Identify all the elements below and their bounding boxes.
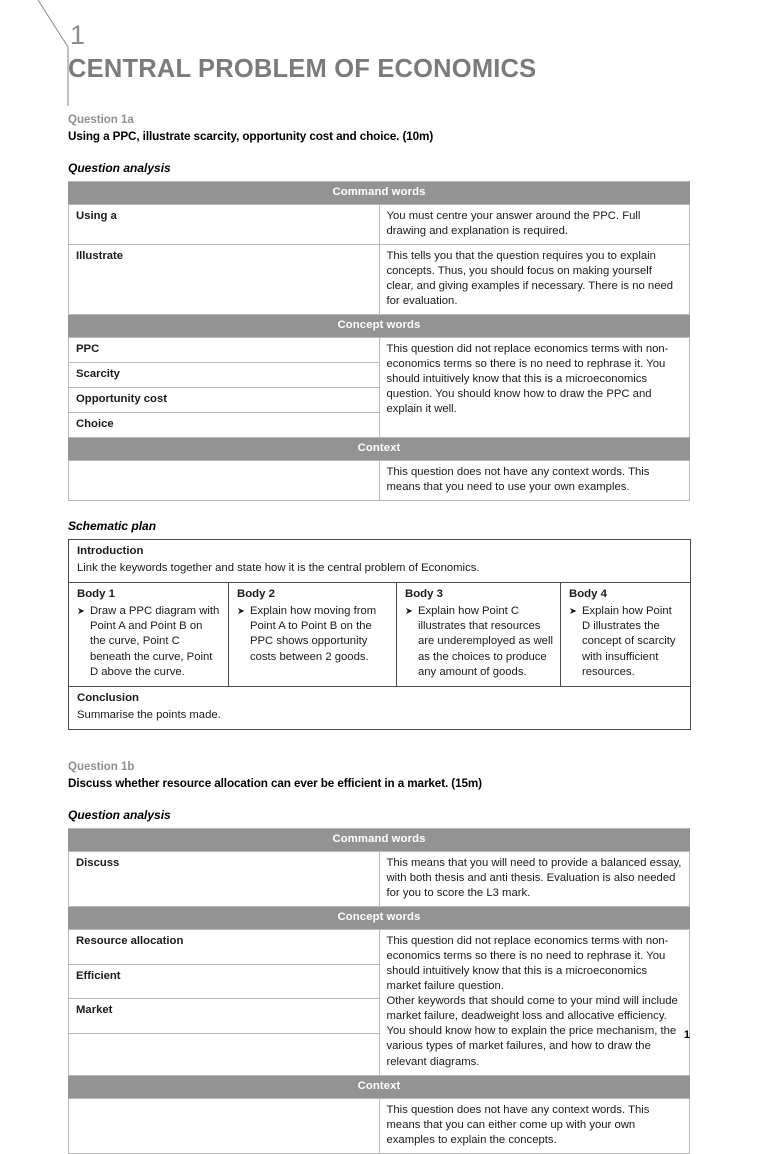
question-analysis-heading-1b: Question analysis (68, 808, 171, 823)
table-row (69, 205, 690, 245)
band-context: Context (69, 1075, 690, 1098)
band-concept-words: Concept words (69, 907, 690, 930)
table-row (69, 461, 690, 501)
plan-body-3-heading: Body 3 (405, 588, 443, 601)
description-cell: This question did not replace economics terms with non-economics terms so there is no need to rephrase it. You should intuitively know that this is a microeconomics question. You should know how to draw the PPC and explain it well. (379, 338, 690, 438)
plan-body-4-heading: Body 4 (569, 588, 607, 601)
band-context: Context (69, 438, 690, 461)
question-analysis-table-1a (68, 181, 690, 501)
keyword-cell (69, 461, 380, 501)
table-band-row (69, 182, 690, 205)
question-analysis-heading-1a: Question analysis (68, 161, 171, 176)
description-cell: You must centre your answer around the PPC. Full drawing and explanation is required. (379, 205, 690, 245)
page-title: CENTRAL PROBLEM OF ECONOMICS (68, 55, 537, 83)
description-cell: This question does not have any context words. This means that you can either come up with your own examples to explain the concepts. (379, 1098, 690, 1153)
arrow-bullet-icon: ➤ (569, 605, 577, 617)
description-cell: This question does not have any context words. This means that you need to use your own examples. (379, 461, 690, 501)
chapter-number: 1 (70, 20, 86, 50)
keyword-cell: Illustrate (69, 245, 380, 315)
question-1b-label: Question 1b (68, 761, 135, 774)
table-band-row (69, 829, 690, 852)
page-content (68, 0, 690, 1154)
plan-introduction-text: Link the keywords together and state how it is the central problem of Economics. (77, 561, 480, 574)
band-command-words: Command words (69, 182, 690, 205)
arrow-bullet-icon: ➤ (77, 605, 85, 617)
keyword-cell: Efficient (69, 964, 380, 998)
plan-introduction-cell (69, 540, 691, 583)
description-paragraph: You should know how to explain the price mechanism, the various types of market failures, and how to draw the relevant diagrams. (386, 1025, 677, 1068)
plan-body-3-cell (397, 583, 561, 687)
keyword-cell: Choice (69, 413, 380, 438)
keyword-cell: Discuss (69, 852, 380, 907)
table-band-row (69, 1075, 690, 1098)
plan-conclusion-cell (69, 687, 691, 730)
table-band-row (69, 438, 690, 461)
band-command-words: Command words (69, 829, 690, 852)
plan-body-1-heading: Body 1 (77, 588, 115, 601)
plan-body-2-heading: Body 2 (237, 588, 275, 601)
plan-introduction-row (69, 540, 691, 583)
plan-body-4-bullet-text: Explain how Point D illustrates the concept of scarcity with insufficient resources. (581, 604, 676, 679)
plan-body-1-bullet (77, 604, 221, 681)
plan-body-2-bullet (237, 604, 389, 665)
plan-body-3-bullet (405, 604, 553, 681)
plan-body-4-bullet (569, 604, 683, 681)
description-cell: This tells you that the question requires you to explain concepts. Thus, you should focus on making yourself clear, and giving examples if necessary. There is no need for evaluation. (379, 245, 690, 315)
plan-body-4-cell (561, 583, 691, 687)
table-row (69, 852, 690, 907)
page-number: 1 (683, 1029, 690, 1041)
keyword-cell (69, 1098, 380, 1153)
description-cell: This means that you will need to provide a balanced essay, with both thesis and anti thesis. Evaluation is also needed for you to score the L3 mark. (379, 852, 690, 907)
description-cell (379, 930, 690, 1075)
description-paragraph: Other keywords that should come to your mind will include market failure, deadweight loss and allocative efficiency. (386, 995, 678, 1023)
table-row (69, 930, 690, 964)
plan-body-1-bullet-text: Draw a PPC diagram with Point A and Point B on the curve, Point C beneath the curve, Point D above the curve. (89, 604, 220, 679)
arrow-bullet-icon: ➤ (405, 605, 413, 617)
plan-conclusion-heading: Conclusion (77, 692, 140, 705)
plan-body-2-cell (229, 583, 397, 687)
keyword-cell-empty (69, 1033, 380, 1075)
table-row (69, 1098, 690, 1153)
question-analysis-table-1b (68, 828, 690, 1153)
table-band-row (69, 907, 690, 930)
band-concept-words: Concept words (69, 315, 690, 338)
keyword-cell: Resource allocation (69, 930, 380, 964)
keyword-cell: Opportunity cost (69, 388, 380, 413)
question-1a-label: Question 1a (68, 114, 134, 127)
schematic-plan-heading: Schematic plan (68, 519, 157, 534)
question-1a-text: Using a PPC, illustrate scarcity, opportunity cost and choice. (10m) (68, 130, 434, 144)
question-1b-text: Discuss whether resource allocation can ever be efficient in a market. (15m) (68, 777, 482, 791)
table-band-row (69, 315, 690, 338)
plan-body-2-bullet-text: Explain how moving from Point A to Point B on the PPC shows opportunity costs between 2 goods. (249, 604, 377, 663)
plan-conclusion-text: Summarise the points made. (77, 708, 221, 721)
keyword-cell: Using a (69, 205, 380, 245)
description-paragraph: This question did not replace economics terms with non-economics terms so there is no need to rephrase it. You should intuitively know that this is a microeconomics market failure question. (386, 935, 669, 993)
table-row (69, 245, 690, 315)
plan-conclusion-row (69, 687, 691, 730)
keyword-cell: PPC (69, 338, 380, 363)
plan-body-1-cell (69, 583, 229, 687)
schematic-plan-table (68, 539, 691, 730)
keyword-cell: Scarcity (69, 363, 380, 388)
table-row (69, 338, 690, 363)
plan-bodies-row (69, 583, 691, 687)
keyword-cell: Market (69, 999, 380, 1033)
plan-introduction-heading: Introduction (77, 545, 144, 558)
plan-body-3-bullet-text: Explain how Point C illustrates that resources are underemployed as well as the choices to produce any amount of goods. (417, 604, 553, 679)
arrow-bullet-icon: ➤ (237, 605, 245, 617)
